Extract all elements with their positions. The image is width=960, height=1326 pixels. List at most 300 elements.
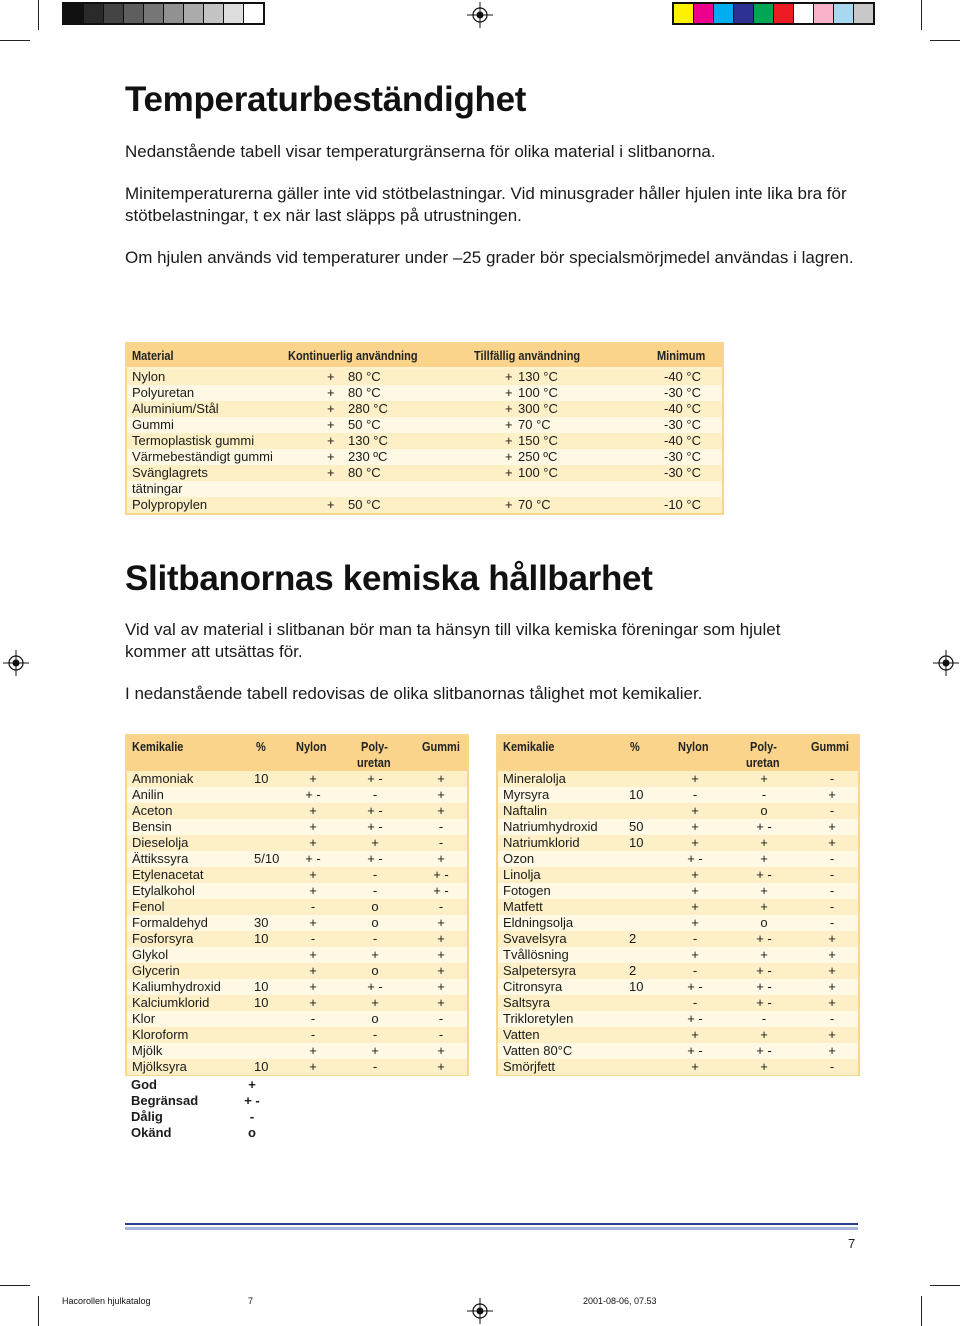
- column-header-polyurethane-2: uretan: [746, 756, 780, 770]
- table-cell: +: [691, 819, 699, 834]
- table-cell: +: [505, 385, 513, 400]
- table-cell: +: [309, 867, 317, 882]
- table-cell: Linolja: [503, 867, 541, 882]
- table-cell: +: [327, 417, 335, 432]
- table-header-row: [127, 344, 722, 367]
- table-cell: 70 °C: [518, 417, 551, 432]
- table-row: [127, 979, 467, 995]
- table-cell: -: [438, 1027, 444, 1042]
- table-cell: Naftalin: [503, 803, 548, 818]
- table-row: [127, 963, 467, 979]
- legend-label: God: [131, 1077, 157, 1092]
- crop-mark: [0, 1285, 30, 1286]
- table-cell: Svavelsyra: [503, 931, 567, 946]
- table-cell: 10: [629, 787, 644, 802]
- column-header-chemical: Kemikalie: [132, 740, 184, 754]
- gray-swatch: [164, 4, 184, 23]
- table-row: [498, 995, 858, 1011]
- temperature-table: [125, 342, 724, 515]
- table-cell: o: [760, 915, 768, 930]
- table-cell: +: [505, 465, 513, 480]
- table-cell: Ozon: [503, 851, 535, 866]
- table-cell: 280 °C: [348, 401, 388, 416]
- crop-mark: [38, 0, 39, 30]
- table-cell: + -: [367, 771, 383, 786]
- table-cell: +: [828, 931, 836, 946]
- column-header-nylon: Nylon: [296, 740, 327, 754]
- table-cell: Kloroform: [132, 1027, 189, 1042]
- color-swatch: [834, 4, 854, 23]
- table-cell: +: [760, 883, 768, 898]
- table-cell: +: [437, 979, 445, 994]
- table-cell: 30: [254, 915, 269, 930]
- table-cell: -: [372, 787, 378, 802]
- page-number: 7: [848, 1236, 856, 1251]
- table-cell: + -: [367, 819, 383, 834]
- table-cell: -: [829, 851, 835, 866]
- table-cell: 100 °C: [518, 465, 558, 480]
- table-cell: o: [371, 915, 379, 930]
- table-cell: Klor: [132, 1011, 156, 1026]
- table-cell: -40 °C: [664, 401, 701, 416]
- table-cell: Mjölk: [132, 1043, 163, 1058]
- table-cell: +: [828, 963, 836, 978]
- table-cell: +: [327, 497, 335, 512]
- table-cell: Eldningsolja: [503, 915, 574, 930]
- table-cell: +: [691, 1027, 699, 1042]
- gray-swatch: [104, 4, 124, 23]
- table-cell: +: [760, 899, 768, 914]
- table-cell: 80 °C: [348, 465, 381, 480]
- column-header-percent: %: [256, 740, 266, 754]
- table-cell: + -: [367, 803, 383, 818]
- table-cell: -: [829, 1059, 835, 1074]
- table-cell: Värmebeständigt gummi: [132, 449, 273, 464]
- table-cell: -: [372, 1059, 378, 1074]
- table-row: [127, 1043, 467, 1059]
- table-cell: +: [505, 401, 513, 416]
- table-cell: 230 ºC: [348, 449, 388, 464]
- table-cell: +: [437, 1043, 445, 1058]
- section-title-temperature: Temperaturbeständighet: [125, 80, 527, 119]
- table-cell: +: [828, 1043, 836, 1058]
- crop-mark: [930, 40, 960, 41]
- table-cell: +: [371, 947, 379, 962]
- table-cell: +: [505, 449, 513, 464]
- table-cell: Etylenacetat: [132, 867, 204, 882]
- table-cell: +: [437, 931, 445, 946]
- table-cell: + -: [433, 867, 449, 882]
- table-row: [127, 369, 722, 385]
- gray-swatch: [124, 4, 144, 23]
- table-cell: -: [829, 1011, 835, 1026]
- table-cell: +: [691, 1059, 699, 1074]
- table-cell: -: [761, 1011, 767, 1026]
- table-cell: tätningar: [132, 481, 183, 496]
- legend-label: Begränsad: [131, 1093, 199, 1108]
- table-cell: +: [505, 433, 513, 448]
- table-row: [127, 449, 722, 465]
- table-cell: +: [309, 915, 317, 930]
- table-cell: Termoplastisk gummi: [132, 433, 255, 448]
- table-cell: + -: [433, 883, 449, 898]
- table-cell: +: [691, 899, 699, 914]
- table-cell: Bensin: [132, 819, 172, 834]
- table-cell: 10: [254, 979, 269, 994]
- table-row: [127, 819, 467, 835]
- table-cell: +: [309, 979, 317, 994]
- table-cell: +: [437, 947, 445, 962]
- table-cell: Ammoniak: [132, 771, 194, 786]
- crop-mark: [0, 40, 30, 41]
- table-row: [127, 1027, 467, 1043]
- table-row: [498, 883, 858, 899]
- table-cell: +: [828, 979, 836, 994]
- table-cell: Polyuretan: [132, 385, 195, 400]
- color-swatch: [794, 4, 814, 23]
- table-cell: +: [505, 369, 513, 384]
- table-cell: +: [309, 803, 317, 818]
- table-row: [498, 915, 858, 931]
- table-cell: +: [371, 995, 379, 1010]
- gray-swatch: [184, 4, 204, 23]
- table-row: [127, 787, 467, 803]
- table-cell: 50: [629, 819, 644, 834]
- table-cell: 300 °C: [518, 401, 558, 416]
- chemical-table-left: [125, 734, 469, 1076]
- legend-symbol: +: [248, 1077, 256, 1092]
- table-row: [127, 385, 722, 401]
- table-cell: 2: [629, 931, 637, 946]
- gray-swatch: [204, 4, 224, 23]
- table-row: [498, 1059, 858, 1075]
- table-cell: -: [692, 963, 698, 978]
- table-row: [127, 465, 722, 481]
- table-cell: +: [437, 787, 445, 802]
- table-cell: Ättikssyra: [132, 851, 189, 866]
- table-row: [127, 1059, 467, 1075]
- table-row: [127, 899, 467, 915]
- table-row: [127, 433, 722, 449]
- table-cell: -: [310, 1011, 316, 1026]
- table-cell: + -: [367, 851, 383, 866]
- table-cell: Aceton: [132, 803, 173, 818]
- table-cell: Trikloretylen: [503, 1011, 574, 1026]
- table-cell: +: [828, 787, 836, 802]
- table-cell: +: [760, 851, 768, 866]
- table-cell: -40 °C: [664, 369, 701, 384]
- crop-mark: [38, 1296, 39, 1326]
- table-cell: 10: [254, 771, 269, 786]
- table-row: [498, 835, 858, 851]
- table-row: [498, 947, 858, 963]
- table-cell: Salpetersyra: [503, 963, 576, 978]
- footer-document-name: Hacorollen hjulkatalog: [62, 1296, 151, 1306]
- registration-mark-icon: [467, 2, 493, 28]
- section-title-chemical: Slitbanornas kemiska hållbarhet: [125, 559, 653, 598]
- table-cell: -: [372, 883, 378, 898]
- table-cell: 2: [629, 963, 637, 978]
- table-cell: +: [371, 835, 379, 850]
- table-cell: Natriumklorid: [503, 835, 580, 850]
- lubricant-note-paragraph: Om hjulen används vid temperaturer under –25 grader bör specialsmörjmedel användas i lagren.: [125, 248, 854, 267]
- table-cell: +: [309, 1043, 317, 1058]
- table-cell: + -: [756, 1043, 772, 1058]
- table-row: [498, 963, 858, 979]
- table-cell: Natriumhydroxid: [503, 819, 598, 834]
- table-row: [127, 995, 467, 1011]
- table-cell: Vatten: [503, 1027, 540, 1042]
- process-color-bar: [672, 2, 875, 25]
- table-cell: +: [437, 915, 445, 930]
- crop-mark: [930, 1285, 960, 1286]
- crop-mark: [921, 0, 922, 30]
- table-cell: + -: [305, 851, 321, 866]
- table-cell: -: [829, 771, 835, 786]
- table-cell: Fenol: [132, 899, 165, 914]
- chemical-table-intro-paragraph: I nedanstående tabell redovisas de olika slitbanornas tålighet mot kemikalier.: [125, 684, 703, 703]
- table-cell: 10: [254, 1059, 269, 1074]
- table-row: [498, 851, 858, 867]
- table-cell: -10 °C: [664, 497, 701, 512]
- table-cell: 130 °C: [518, 369, 558, 384]
- registration-mark-icon: [467, 1298, 493, 1324]
- table-cell: +: [309, 771, 317, 786]
- table-cell: -30 °C: [664, 385, 701, 400]
- table-cell: +: [760, 835, 768, 850]
- table-cell: -: [310, 899, 316, 914]
- legend-symbol: o: [248, 1125, 256, 1140]
- table-cell: 150 °C: [518, 433, 558, 448]
- table-cell: +: [309, 995, 317, 1010]
- table-cell: Dieselolja: [132, 835, 189, 850]
- table-cell: +: [327, 369, 335, 384]
- table-row: [127, 401, 722, 417]
- table-cell: -30 °C: [664, 417, 701, 432]
- color-swatch: [714, 4, 734, 23]
- color-swatch: [774, 4, 794, 23]
- registration-mark-icon: [3, 650, 29, 676]
- table-cell: +: [828, 819, 836, 834]
- table-cell: 80 °C: [348, 369, 381, 384]
- table-cell: Mineralolja: [503, 771, 566, 786]
- table-header-row: [127, 736, 467, 771]
- table-cell: + -: [756, 819, 772, 834]
- table-cell: +: [437, 851, 445, 866]
- table-cell: 10: [629, 835, 644, 850]
- table-row: [127, 851, 467, 867]
- table-cell: 10: [629, 979, 644, 994]
- table-cell: 50 °C: [348, 497, 381, 512]
- chemical-intro-paragraph: Vid val av material i slitbanan bör man ta hänsyn till vilka kemiska föreningar som hjulet kommer att utsättas för.: [125, 620, 781, 661]
- table-row: [127, 867, 467, 883]
- gray-swatch: [64, 4, 84, 23]
- color-swatch: [814, 4, 834, 23]
- table-cell: 70 °C: [518, 497, 551, 512]
- table-cell: -: [692, 787, 698, 802]
- table-cell: o: [371, 899, 379, 914]
- table-cell: + -: [687, 1043, 703, 1058]
- table-cell: Aluminium/Stål: [132, 401, 219, 416]
- table-cell: -: [310, 931, 316, 946]
- table-cell: +: [327, 401, 335, 416]
- table-cell: +: [691, 803, 699, 818]
- column-header-rubber: Gummi: [811, 740, 849, 754]
- footer-rule: [125, 1223, 858, 1225]
- table-cell: + -: [756, 995, 772, 1010]
- column-header-nylon: Nylon: [678, 740, 709, 754]
- table-cell: Gummi: [132, 417, 174, 432]
- gray-swatch: [224, 4, 244, 23]
- table-row: [498, 819, 858, 835]
- color-swatch: [734, 4, 754, 23]
- footer-page-ref: 7: [248, 1296, 254, 1306]
- table-cell: Nylon: [132, 369, 166, 384]
- table-cell: 10: [254, 995, 269, 1010]
- table-cell: 100 °C: [518, 385, 558, 400]
- table-row: [498, 1043, 858, 1059]
- table-cell: -40 °C: [664, 433, 701, 448]
- table-cell: +: [691, 835, 699, 850]
- table-cell: +: [691, 915, 699, 930]
- table-cell: Fotogen: [503, 883, 551, 898]
- table-cell: +: [437, 963, 445, 978]
- table-cell: Kaliumhydroxid: [132, 979, 221, 994]
- table-cell: +: [327, 449, 335, 464]
- table-cell: -: [372, 867, 378, 882]
- table-cell: +: [437, 995, 445, 1010]
- table-cell: -: [829, 867, 835, 882]
- table-row: [127, 835, 467, 851]
- table-cell: +: [505, 497, 513, 512]
- table-cell: +: [691, 867, 699, 882]
- column-header-temporary: Tillfällig användning: [474, 349, 581, 363]
- table-row: [127, 481, 722, 497]
- table-cell: -: [438, 819, 444, 834]
- table-cell: 130 °C: [348, 433, 388, 448]
- table-cell: +: [760, 1027, 768, 1042]
- table-cell: Saltsyra: [503, 995, 550, 1010]
- column-header-minimum: Minimum: [657, 349, 706, 363]
- column-header-material: Material: [132, 349, 174, 363]
- legend-symbol: -: [249, 1109, 255, 1124]
- table-row: [127, 803, 467, 819]
- column-header-polyurethane: Poly-: [750, 740, 777, 754]
- footer-timestamp: 2001-08-06, 07.53: [583, 1296, 657, 1306]
- gray-swatch: [244, 4, 263, 23]
- table-cell: -30 °C: [664, 449, 701, 464]
- table-cell: Citronsyra: [503, 979, 563, 994]
- table-cell: -: [829, 899, 835, 914]
- table-row: [127, 915, 467, 931]
- table-cell: o: [371, 1011, 379, 1026]
- table-row: [127, 883, 467, 899]
- crop-mark: [921, 1296, 922, 1326]
- table-cell: 250 ºC: [518, 449, 558, 464]
- table-cell: +: [309, 963, 317, 978]
- table-cell: o: [760, 803, 768, 818]
- table-cell: + -: [687, 979, 703, 994]
- table-cell: + -: [687, 851, 703, 866]
- table-row: [127, 931, 467, 947]
- table-row: [498, 1027, 858, 1043]
- table-cell: -: [829, 883, 835, 898]
- table-cell: 80 °C: [348, 385, 381, 400]
- table-cell: + -: [756, 867, 772, 882]
- table-cell: + -: [756, 979, 772, 994]
- color-swatch: [674, 4, 694, 23]
- legend-symbol: + -: [244, 1093, 260, 1108]
- table-cell: -: [438, 1011, 444, 1026]
- table-row: [498, 803, 858, 819]
- table-row: [127, 1011, 467, 1027]
- table-row: [127, 417, 722, 433]
- table-cell: Etylalkohol: [132, 883, 195, 898]
- table-cell: -: [829, 803, 835, 818]
- column-header-polyurethane: Poly-: [361, 740, 388, 754]
- impact-note-paragraph: Minitemperaturerna gäller inte vid stötbelastningar. Vid minusgrader håller hjulen inte lika bra för stötbelastningar, t ex när last släpps på utrustningen.: [125, 184, 847, 225]
- table-cell: + -: [687, 1011, 703, 1026]
- table-cell: Smörjfett: [503, 1059, 556, 1074]
- table-cell: +: [309, 1059, 317, 1074]
- table-row: [498, 787, 858, 803]
- color-swatch: [694, 4, 714, 23]
- table-cell: +: [760, 771, 768, 786]
- table-cell: 10: [254, 931, 269, 946]
- chemical-table-right: [496, 734, 860, 1076]
- table-cell: +: [760, 1059, 768, 1074]
- registration-mark-icon: [933, 650, 959, 676]
- table-cell: +: [691, 883, 699, 898]
- table-cell: o: [371, 963, 379, 978]
- table-cell: +: [309, 947, 317, 962]
- table-row: [498, 1011, 858, 1027]
- table-row: [127, 947, 467, 963]
- table-cell: +: [437, 771, 445, 786]
- table-cell: Mjölksyra: [132, 1059, 187, 1074]
- table-cell: Glykol: [132, 947, 169, 962]
- gray-swatch: [144, 4, 164, 23]
- intro-paragraph: Nedanstående tabell visar temperaturgränserna för olika material i slitbanorna.: [125, 142, 716, 161]
- table-cell: Formaldehyd: [132, 915, 208, 930]
- table-cell: -: [692, 995, 698, 1010]
- table-cell: +: [505, 417, 513, 432]
- table-cell: +: [828, 835, 836, 850]
- color-swatch: [854, 4, 873, 23]
- table-cell: +: [828, 995, 836, 1010]
- table-cell: Svänglagrets: [132, 465, 208, 480]
- table-cell: -: [438, 899, 444, 914]
- table-row: [498, 899, 858, 915]
- table-row: [498, 771, 858, 787]
- color-swatch: [754, 4, 774, 23]
- table-cell: -: [438, 835, 444, 850]
- table-cell: + -: [756, 963, 772, 978]
- legend-label: Dålig: [131, 1109, 163, 1124]
- table-cell: Tvållösning: [503, 947, 569, 962]
- table-cell: Anilin: [132, 787, 164, 802]
- table-row: [127, 771, 467, 787]
- column-header-polyurethane-2: uretan: [357, 756, 391, 770]
- table-cell: +: [828, 1027, 836, 1042]
- table-cell: +: [371, 1043, 379, 1058]
- column-header-chemical: Kemikalie: [503, 740, 555, 754]
- column-header-rubber: Gummi: [422, 740, 460, 754]
- table-row: [498, 931, 858, 947]
- table-cell: +: [691, 771, 699, 786]
- table-cell: +: [437, 803, 445, 818]
- table-cell: +: [437, 1059, 445, 1074]
